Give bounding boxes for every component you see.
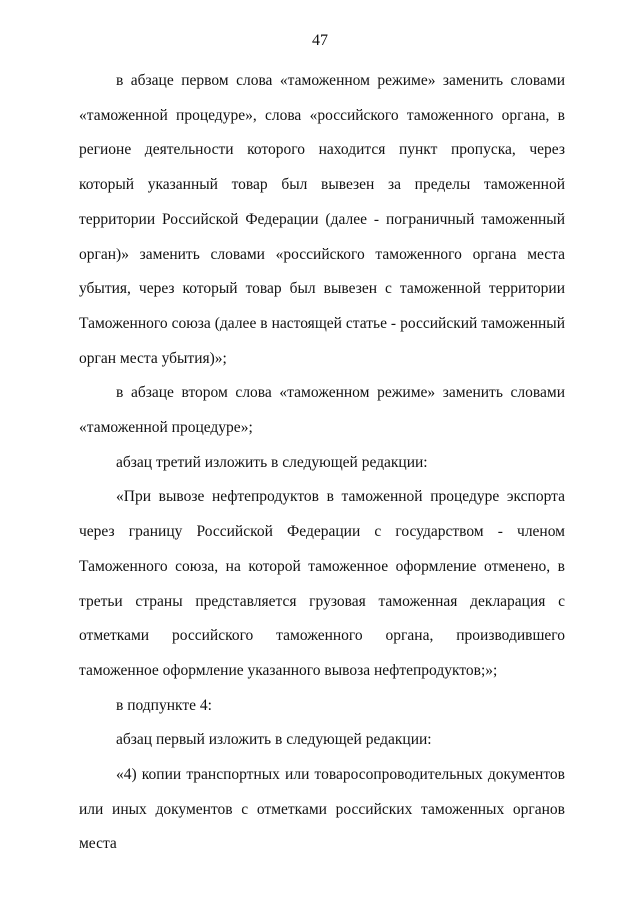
document-body [79, 64, 565, 862]
paragraph-quote-export: «При вывозе нефтепродуктов в таможенной процедуре экспорта через границу Российской Федерации с государством - членом Таможенного союза, на которой таможенное оформление отменено, в третьи страны представляется грузовая таможенная декларация с отметками российского таможенного органа, производившего таможенное оформление указанного вывоза нефтепродуктов;»; [79, 488, 565, 679]
paragraph-first-abzac: абзац первый изложить в следующей редакции: [116, 731, 432, 749]
paragraph-subitem-4: в подпункте 4: [116, 696, 212, 714]
paragraph-title-3: абзац третий изложить в следующей редакции: [116, 453, 428, 471]
paragraph-quote-copies: «4) копии транспортных или товаросопроводительных документов или иных документов с отметками российских таможенных органов места [79, 766, 565, 853]
paragraph-title-1: в абзаце первом слова «таможенном режиме» заменить словами «таможенной процедуре», слова «российского таможенного органа, в регионе деятельности которого находится пункт пропуска, через который указанный товар был вывезен за пределы таможенной территории Российской Федерации (далее - пограничный таможенный орган)» заменить словами «российского таможенного органа места убытия, через который товар был вывезен с таможенной территории Таможенного союза (далее в настоящей статье - российский таможенный орган места убытия)»; [79, 72, 565, 367]
page-number: 47 [312, 32, 328, 49]
paragraph-title-2: в абзаце втором слова «таможенном режиме» заменить словами «таможенной процедуре»; [79, 384, 565, 437]
